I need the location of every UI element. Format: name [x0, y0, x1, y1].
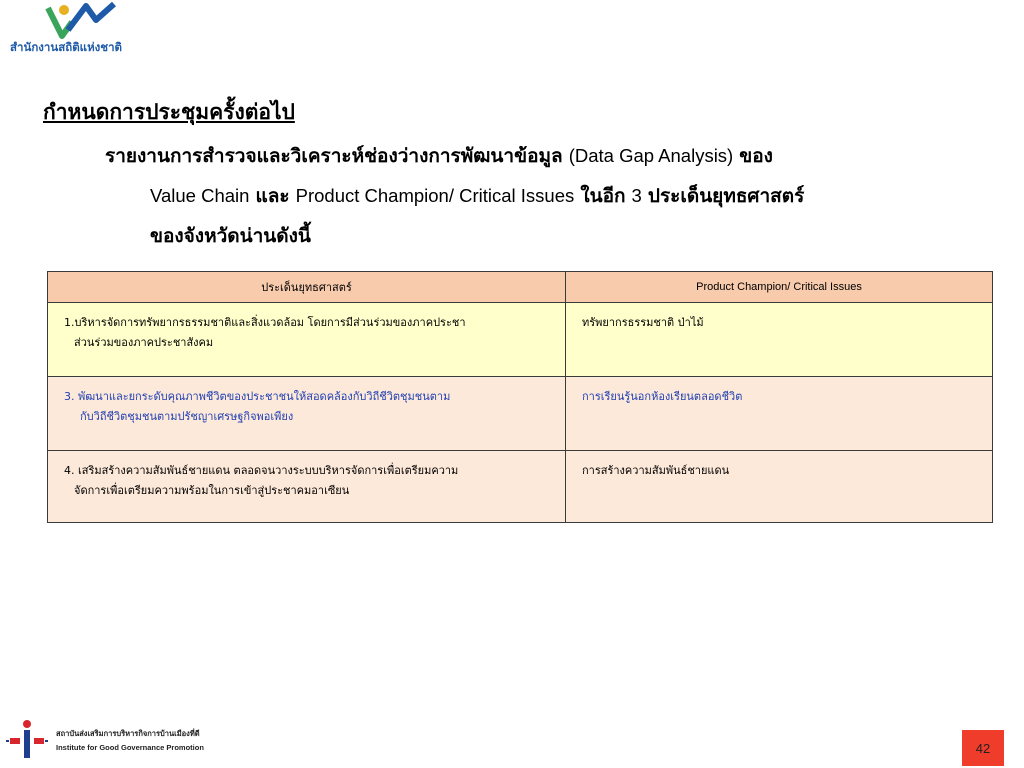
- strategy-table: [47, 271, 993, 523]
- footer-org-thai: สถาบันส่งเสริมการบริหารกิจการบ้านเมืองที่ดี: [56, 729, 200, 738]
- intro-paragraph: [105, 136, 975, 256]
- nso-logo: [6, 0, 146, 60]
- strategy-line-1: 4. เสริมสร้างความสัมพันธ์ชายแดน ตลอดจนวางระบบบริหารจัดการเพื่อเตรียมความ: [64, 464, 459, 477]
- page-number-badge: 42: [962, 730, 1004, 766]
- issue-cell: ทรัพยากรธรรมชาติ ป่าไม้: [566, 303, 993, 377]
- strategy-line-2: กับวิถีชีวิตชุมชนตามปรัชญาเศรษฐกิจพอเพียง: [80, 410, 294, 423]
- strategy-cell: [48, 303, 566, 377]
- strategy-line-2: จัดการเพื่อเตรียมความพร้อมในการเข้าสู่ประชาคมอาเซียน: [74, 484, 350, 497]
- line2-thai-a: และ: [255, 185, 290, 207]
- line1-latin: (Data Gap Analysis): [568, 145, 734, 166]
- table-row: [48, 377, 993, 451]
- page-heading: กำหนดการประชุมครั้งต่อไป: [43, 100, 295, 124]
- table-header-row: [48, 272, 993, 303]
- line2-thai-c: ประเด็นยุทธศาสตร์: [647, 185, 805, 207]
- table-row: [48, 303, 993, 377]
- footer-logo: [4, 718, 224, 764]
- line1-thai: รายงานการสำรวจและวิเคราะห์ช่องว่างการพัฒนาข้อมูล: [105, 145, 563, 167]
- line1-thai-end: ของ: [739, 145, 773, 167]
- strategy-cell: [48, 451, 566, 523]
- line2-thai-b: ในอีก: [580, 185, 626, 207]
- line3-text: ของจังหวัดน่านดังนี้: [150, 225, 311, 247]
- line2-num: 3: [631, 185, 642, 206]
- header-strategy: ประเด็นยุทธศาสตร์: [48, 272, 566, 303]
- line2-latin-b: Product Champion/ Critical Issues: [295, 185, 575, 206]
- strategy-line-2: ส่วนร่วมของภาคประชาสังคม: [74, 336, 214, 349]
- issue-cell: การเรียนรู้นอกห้องเรียนตลอดชีวิต: [566, 377, 993, 451]
- strategy-line-1: 3. พัฒนาและยกระดับคุณภาพชีวิตของประชาชนให้สอดคล้องกับวิถีชีวิตชุมชนตาม: [64, 390, 451, 403]
- paragraph-line-3: [105, 216, 975, 256]
- iggp-logo-icon: [4, 718, 50, 764]
- nso-logo-icon: [42, 0, 122, 40]
- strategy-line-1: 1.บริหารจัดการทรัพยากรธรรมชาติและสิ่งแวดล้อม โดยการมีส่วนร่วมของภาคประชา: [64, 316, 466, 329]
- table-row: [48, 451, 993, 523]
- line2-latin-a: Value Chain: [150, 185, 250, 206]
- paragraph-line-2: [105, 176, 975, 216]
- header-product-champion: Product Champion/ Critical Issues: [566, 272, 993, 303]
- issue-cell: การสร้างความสัมพันธ์ชายแดน: [566, 451, 993, 523]
- footer-org-english: Institute for Good Governance Promotion: [56, 743, 204, 752]
- nso-logo-text: สำนักงานสถิติแห่งชาติ: [10, 40, 123, 54]
- strategy-cell: [48, 377, 566, 451]
- paragraph-line-1: [105, 136, 975, 176]
